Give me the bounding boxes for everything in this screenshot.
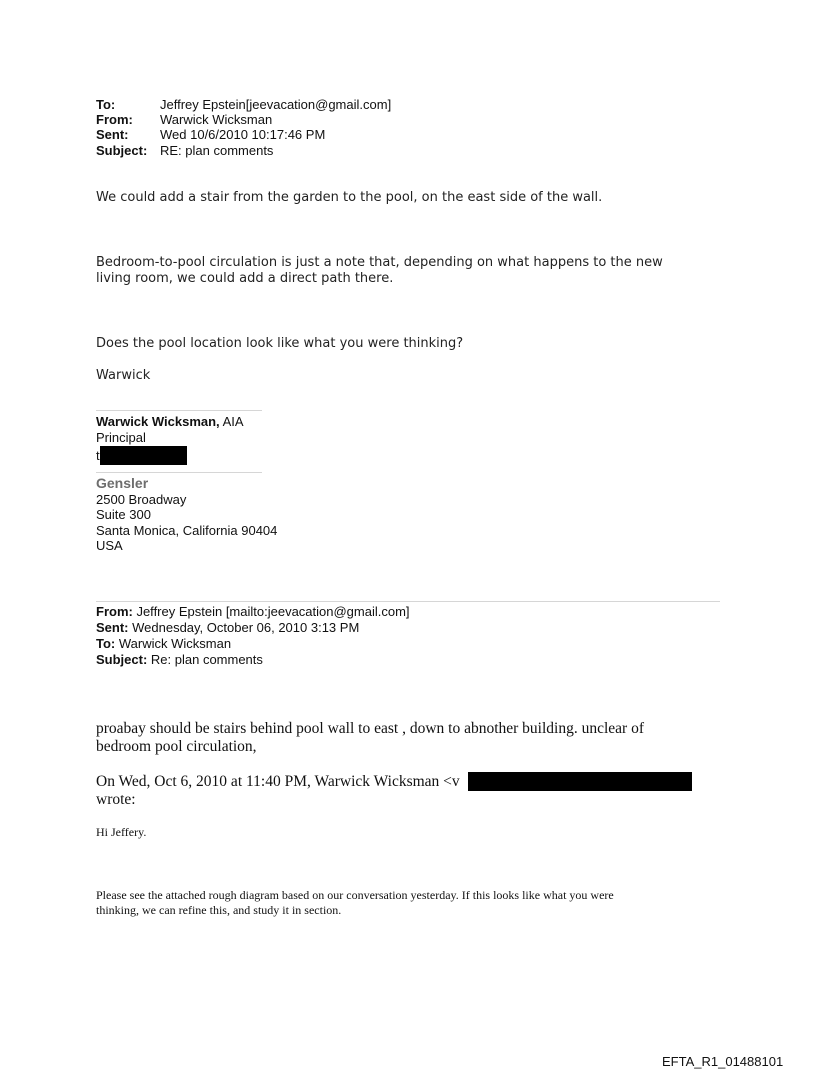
- signature-top-rule: [96, 410, 262, 411]
- quoted-line-1: Please see the attached rough diagram based on our conversation yesterday. If this looks like what you were: [96, 888, 614, 902]
- body-paragraph-3: Does the pool location look like what you were thinking?: [96, 336, 464, 351]
- from-label: From:: [96, 112, 133, 127]
- header-from-row: [96, 112, 272, 128]
- header-subject-row: [96, 143, 273, 159]
- body-signoff: Warwick: [96, 368, 151, 383]
- body-paragraph-2-line-1: Bedroom-to-pool circulation is just a note that, depending on what happens to the new: [96, 255, 663, 270]
- quoted-greeting: Hi Jeffery.: [96, 825, 147, 839]
- forward-from-label: From:: [96, 604, 133, 619]
- to-value: Jeffrey Epstein[jeevacation@gmail.com]: [160, 97, 392, 112]
- forward-subject-row: [96, 652, 263, 668]
- subject-label: Subject:: [96, 143, 148, 158]
- forward-to-value: Warwick Wicksman: [115, 636, 232, 651]
- sent-value: Wed 10/6/2010 10:17:46 PM: [160, 127, 326, 142]
- to-label: To:: [96, 97, 116, 112]
- signature-name: Warwick Wicksman,: [96, 414, 220, 429]
- forward-from-value: Jeffrey Epstein [mailto:jeevacation@gmail.com]: [132, 604, 410, 619]
- signature-title: Principal: [96, 430, 146, 445]
- quote-attribution-char: v: [451, 773, 460, 790]
- quote-attribution-line-2: wrote:: [96, 791, 136, 808]
- signature-phone-prefix: t: [96, 448, 100, 463]
- signature-name-line: [96, 414, 244, 430]
- signature-company: Gensler: [96, 475, 149, 491]
- sent-label: Sent:: [96, 127, 129, 142]
- signature-address-4: USA: [96, 538, 123, 553]
- signature-mid-rule: [96, 472, 262, 473]
- from-value: Warwick Wicksman: [160, 112, 273, 127]
- redaction-phone: [100, 446, 187, 465]
- forward-subject-label: Subject:: [96, 652, 148, 667]
- forward-sent-row: [96, 620, 359, 636]
- forward-subject-value: Re: plan comments: [147, 652, 263, 667]
- signature-address-2: Suite 300: [96, 507, 151, 522]
- quote-attribution-line-1: [96, 773, 460, 791]
- forward-sent-value: Wednesday, October 06, 2010 3:13 PM: [128, 620, 360, 635]
- redaction-email: [468, 772, 692, 791]
- signature-address-1: 2500 Broadway: [96, 492, 187, 507]
- bates-number: EFTA_R1_01488101: [662, 1054, 784, 1069]
- quote-attribution-text: On Wed, Oct 6, 2010 at 11:40 PM, Warwick Wicksman <: [96, 773, 452, 790]
- forward-from-row: [96, 604, 410, 620]
- forward-separator-rule: [96, 601, 720, 602]
- subject-value: RE: plan comments: [160, 143, 274, 158]
- forward-sent-label: Sent:: [96, 620, 129, 635]
- reply-line-2: bedroom pool circulation,: [96, 738, 257, 755]
- header-sent-row: [96, 127, 325, 143]
- forward-to-row: [96, 636, 231, 652]
- reply-line-1: proabay should be stairs behind pool wall to east , down to abnother building. unclear of: [96, 720, 644, 737]
- body-paragraph-2-line-2: living room, we could add a direct path there.: [96, 271, 394, 286]
- forward-to-label: To:: [96, 636, 116, 651]
- body-paragraph-1: We could add a stair from the garden to the pool, on the east side of the wall.: [96, 190, 603, 205]
- signature-credential: AIA: [219, 414, 244, 429]
- quoted-line-2: thinking, we can refine this, and study it in section.: [96, 903, 342, 917]
- header-to-row: [96, 97, 391, 113]
- signature-address-3: Santa Monica, California 90404: [96, 523, 278, 538]
